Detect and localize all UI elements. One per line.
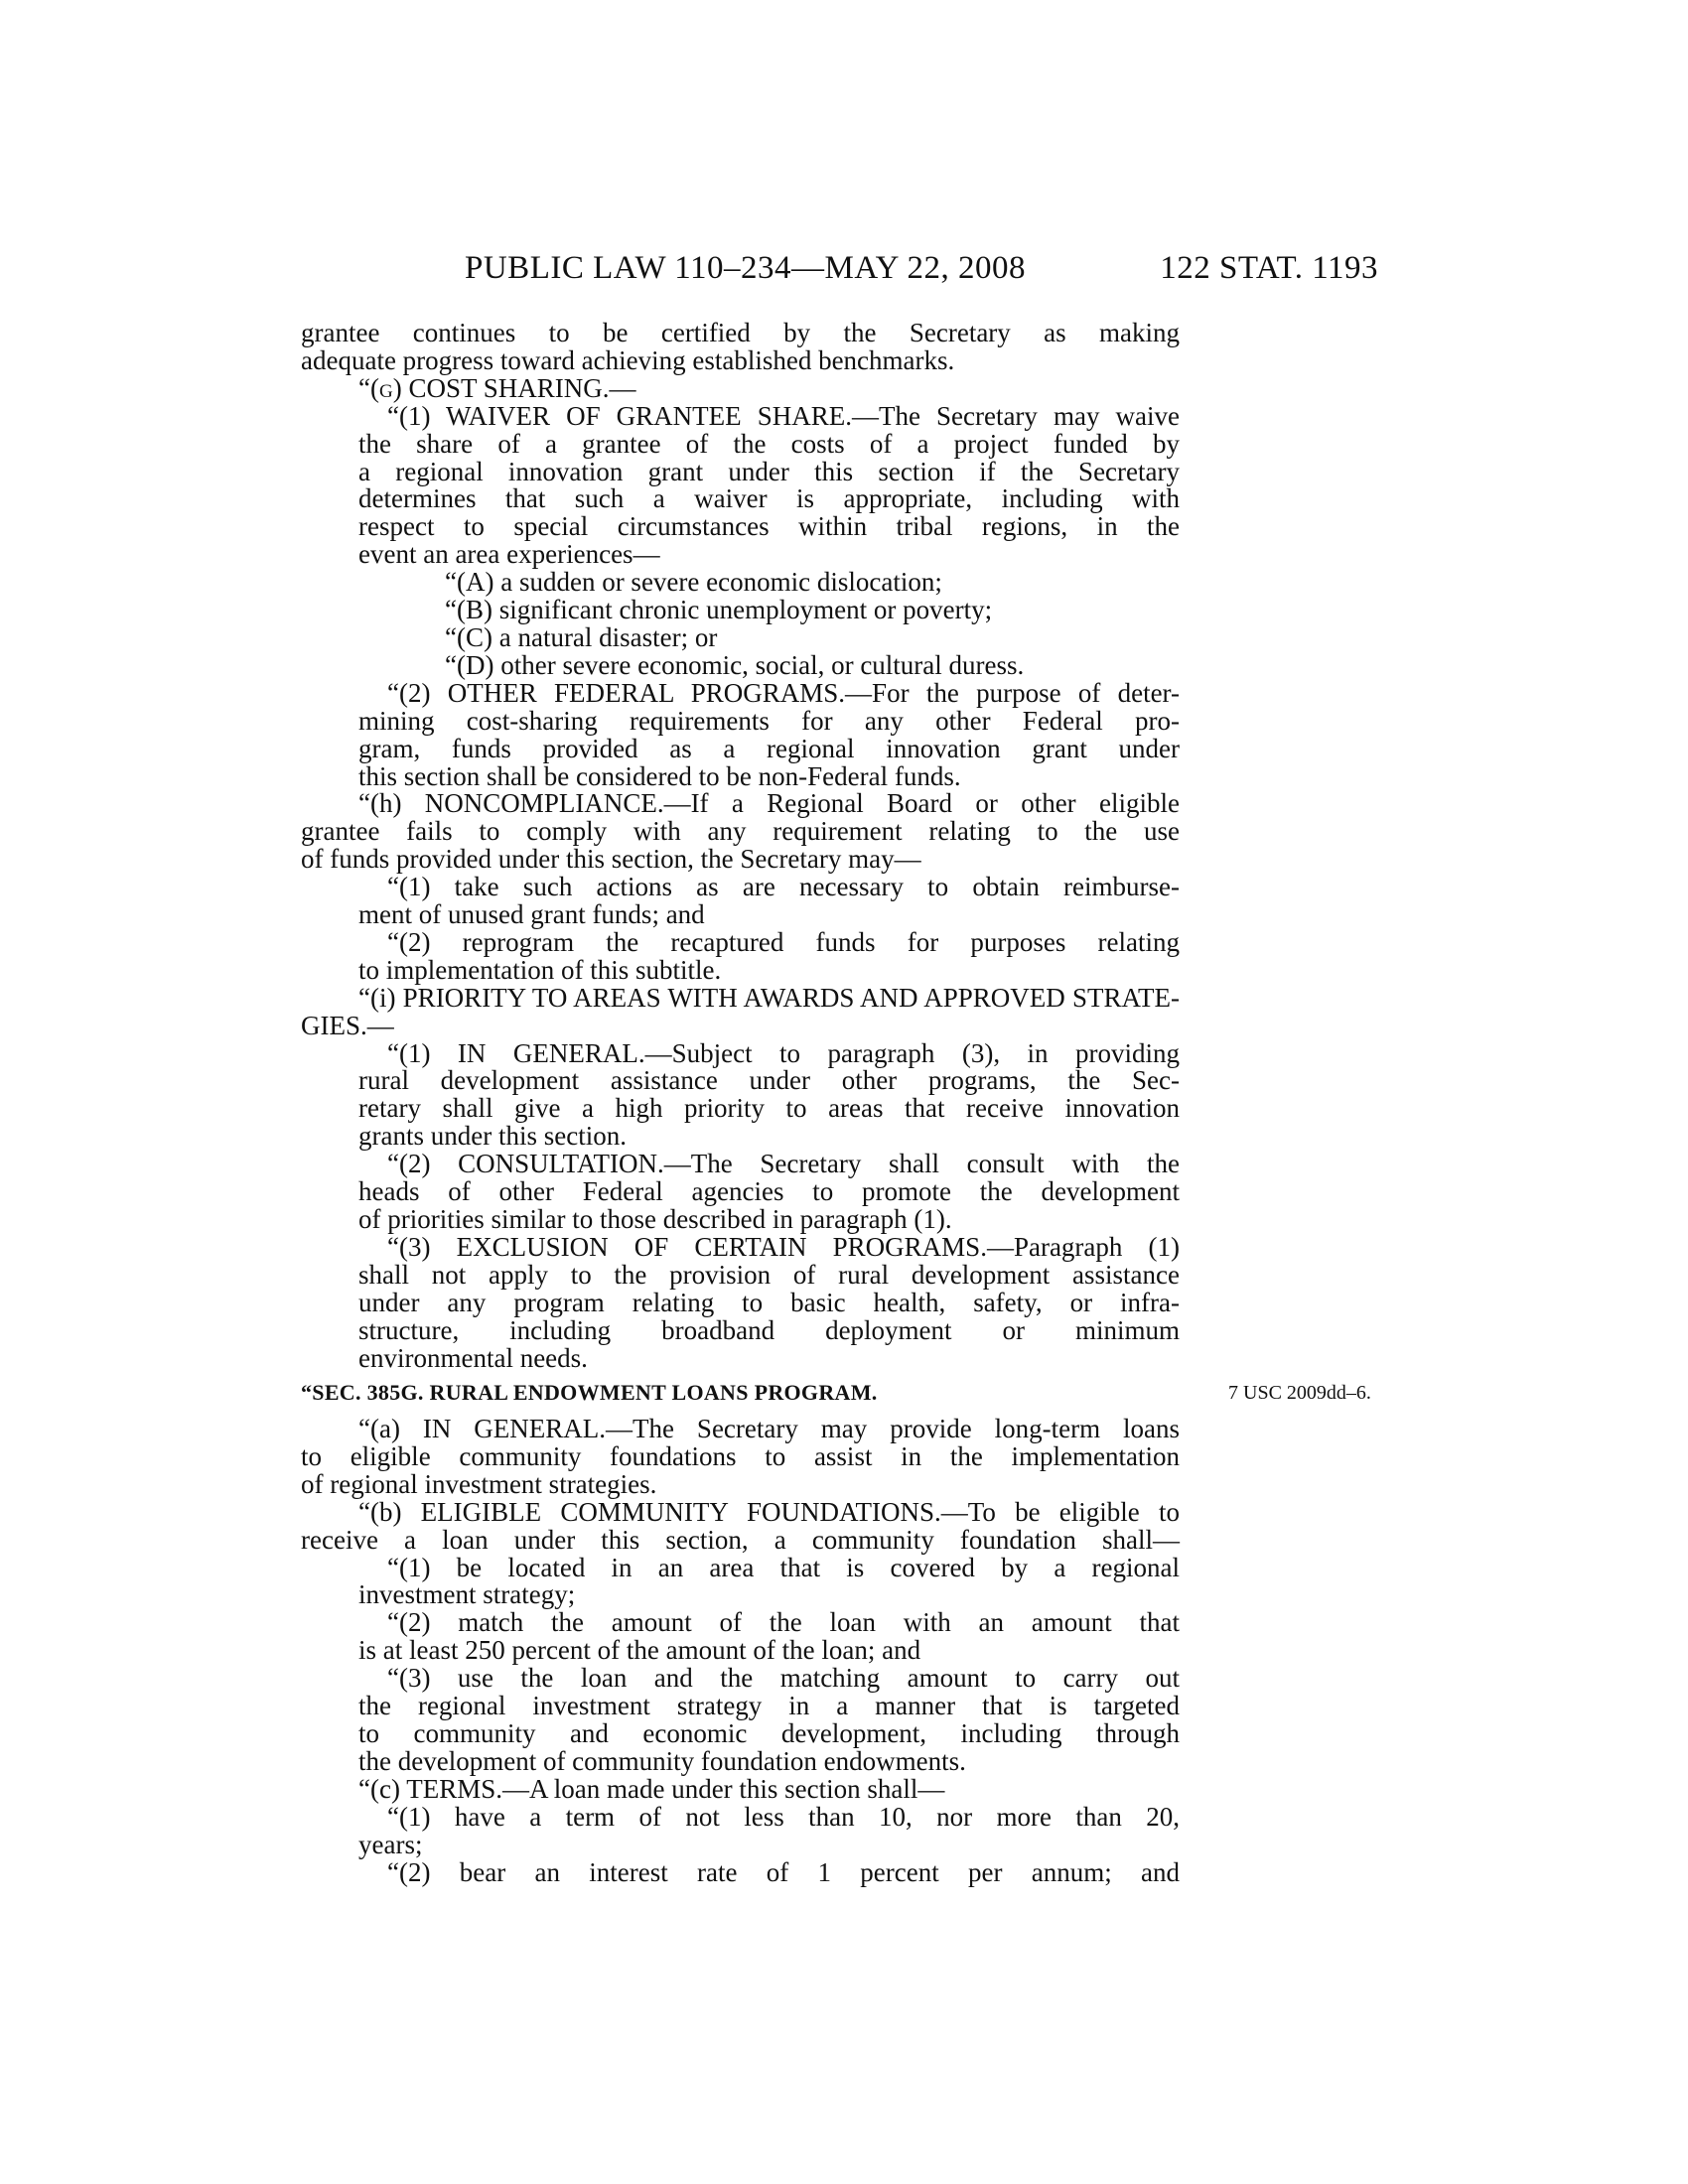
text-line: of regional investment strategies. [301,1468,657,1499]
statute-text-top [301,320,1180,1372]
text-line: “(b) ELIGIBLE COMMUNITY FOUNDATIONS.—To be eligible to [358,1496,1180,1527]
text-line: the development of community foundation endowments. [358,1745,966,1776]
text-line: of funds provided under this section, the Secretary may— [301,844,921,875]
text-line: receive a loan under this section, a community foundation shall— [301,1524,1180,1555]
text-line: a regional innovation grant under this section if the Secretary [358,456,1180,486]
text-line: “(a) IN GENERAL.—The Secretary may provide long-term loans [358,1414,1180,1443]
page-header [301,250,1378,294]
text-line: to community and economic development, including through [358,1717,1180,1748]
text-line: determines that such a waiver is appropriate, including with [358,483,1180,514]
section-heading: “SEC. 385G. RURAL ENDOWMENT LOANS PROGRAM. [301,1380,878,1405]
text-line: shall not apply to the provision of rural development assistance [358,1259,1180,1290]
text-line: “(3) use the loan and the matching amount to carry out [387,1663,1180,1694]
text-line: mining cost-sharing requirements for any other Federal pro- [358,705,1180,736]
text-line: to eligible community foundations to assist in the implementation [301,1440,1180,1471]
text-line: of priorities similar to those described in paragraph (1). [358,1204,952,1234]
text-line: respect to special circumstances within tribal regions, in the [358,511,1180,542]
text-line: this section shall be considered to be non-Federal funds. [358,760,961,791]
list-item: “(D) other severe economic, social, or cultural duress. [445,649,1025,680]
text-line: structure, including broadband deployment or minimum [358,1314,1180,1345]
text-line: the share of a grantee of the costs of a project funded by [358,428,1180,459]
text-line: “(1) IN GENERAL.—Subject to paragraph (3), in providing [387,1037,1180,1068]
subsection-heading: “(g) COST SHARING.— [358,372,636,403]
text-line: environmental needs. [358,1342,588,1373]
text-line: “(h) NONCOMPLIANCE.—If a Regional Board or other eligible [358,788,1180,819]
text-line: to implementation of this subtitle. [358,954,722,985]
list-item: “(C) a natural disaster; or [445,621,718,652]
text-line: is at least 250 percent of the amount of the loan; and [358,1635,921,1666]
text-line: “(1) be located in an area that is covered by a regional [387,1552,1180,1582]
text-line: the regional investment strategy in a manner that is targeted [358,1691,1180,1721]
law-citation: PUBLIC LAW 110–234—MAY 22, 2008 [465,250,1027,286]
text-line: “(2) match the amount of the loan with an amount that [387,1607,1180,1638]
text-line: ment of unused grant funds; and [358,899,705,930]
text-line: rural development assistance under other programs, the Sec- [358,1065,1180,1096]
text-line: “(3) EXCLUSION OF CERTAIN PROGRAMS.—Paragraph (1) [387,1231,1180,1262]
text-line: under any program relating to basic health, safety, or infra- [358,1287,1180,1317]
text-line: gram, funds provided as a regional innovation grant under [358,733,1180,763]
stat-page-number: 122 STAT. 1193 [1160,250,1378,286]
list-item: “(A) a sudden or severe economic dislocation; [445,567,942,598]
text-line: event an area experiences— [358,539,660,570]
text-line: adequate progress toward achieving established benchmarks. [301,344,955,375]
text-line: “(2) bear an interest rate of 1 percent per annum; and [387,1856,1180,1887]
text-line: grantee continues to be certified by the Secretary as making [301,318,1180,347]
text-line: grantee fails to comply with any requirement relating to the use [301,816,1180,847]
text-line: “(1) have a term of not less than 10, nor more than 20, [387,1801,1180,1832]
text-line: “(1) WAIVER OF GRANTEE SHARE.—The Secretary may waive [387,400,1180,431]
text-line: years; [358,1829,423,1859]
text-line: “(2) CONSULTATION.—The Secretary shall consult with the [387,1149,1180,1179]
statute-text-bottom [301,1416,1180,1886]
text-line: investment strategy; [358,1579,576,1610]
text-line: “(2) reprogram the recaptured funds for purposes relating [387,926,1180,957]
text-line: “(2) OTHER FEDERAL PROGRAMS.—For the purpose of deter- [387,677,1180,708]
usc-margin-note: 7 USC 2009dd–6. [1228,1382,1371,1404]
text-line: heads of other Federal agencies to promote the development [358,1176,1180,1207]
text-line: “(1) take such actions as are necessary to obtain reimburse- [387,872,1180,902]
subsection-heading: “(i) PRIORITY TO AREAS WITH AWARDS AND APPROVED STRATE- [358,982,1180,1013]
text-line: GIES.— [301,1010,394,1040]
list-item: “(B) significant chronic unemployment or poverty; [445,595,993,625]
text-line: grants under this section. [358,1121,627,1152]
text-line: retary shall give a high priority to areas that receive innovation [358,1093,1180,1124]
text-line: “(c) TERMS.—A loan made under this section shall— [358,1773,945,1804]
